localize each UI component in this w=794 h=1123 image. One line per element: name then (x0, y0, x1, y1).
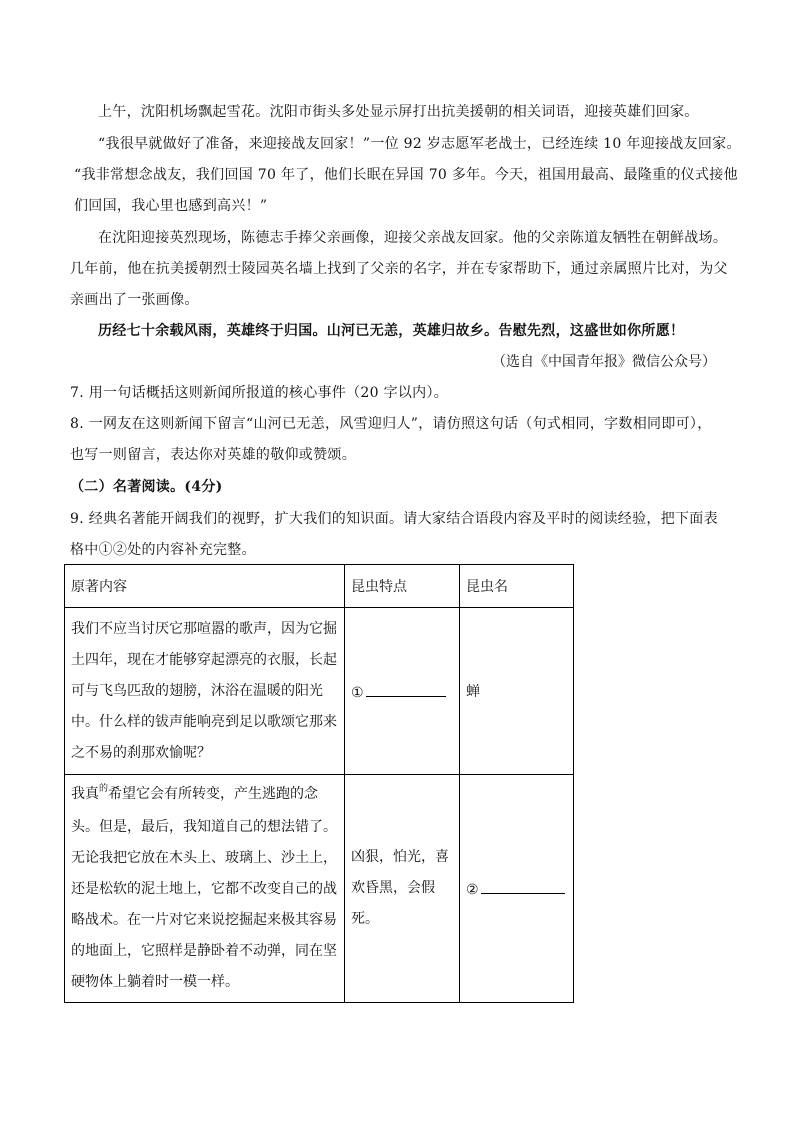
question-8-line-2: 也写一则留言，表达你对英雄的敬仰或赞颂。 (70, 447, 356, 463)
passage-paragraph-4-line-1: 在沈阳迎接英烈现场，陈德志手捧父亲画像，迎接父亲战友回家。他的父亲陈道友牺牲在朝鲜战场。 (98, 230, 728, 246)
header-original-content: 原著内容 (65, 565, 345, 608)
passage-paragraph-4-line-2: 几年前，他在抗美援朝烈士陵园英名墙上找到了父亲的名字，并在专家帮助下，通过亲属照片比对，为父 (70, 261, 728, 277)
answer-blank-1[interactable] (366, 682, 446, 697)
row2-content-ruby: 的 (99, 784, 109, 794)
row1-content-cell (65, 608, 345, 775)
blank-2-marker: ② (466, 882, 479, 898)
row2-insect-traits: 凶狠，怕光，喜欢昏黑，会假死。 (351, 849, 449, 927)
answer-blank-2[interactable] (481, 879, 565, 894)
section-heading-classics-reading: （二）名著阅读。(4分) (70, 479, 223, 495)
row2-content-text (71, 779, 338, 998)
insect-table (64, 564, 574, 1003)
row2-name-cell (460, 775, 574, 1003)
question-9-line-1: 9. 经典名著能开阔我们的视野，扩大我们的知识面。请大家结合语段内容及平时的阅读经验，把下面表 (70, 511, 718, 527)
header-insect-traits: 昆虫特点 (345, 565, 460, 608)
passage-paragraph-3-line-1: “我非常想念战友，我们回国 70 年了，他们长眠在异国 70 多年。今天，祖国用最高、最隆重的仪式接他 (74, 167, 738, 183)
passage-paragraph-5: 历经七十余载风雨，英雄终于归国。山河已无恙，英雄归故乡。告慰先烈，这盛世如你所愿！ (98, 323, 685, 339)
passage-source: （选自《中国青年报》微信公众号） (492, 354, 716, 370)
passage-paragraph-3-line-2: 们回国，我心里也感到高兴！” (74, 198, 268, 214)
passage-paragraph-4-line-3: 亲画出了一张画像。 (70, 292, 199, 308)
row2-content-cell (65, 775, 345, 1003)
row1-content-text: 我们不应当讨厌它那喧嚣的歌声，因为它掘土四年，现在才能够穿起漂亮的衣服，长起可与飞鸟匹敌的翅膀，沐浴在温暖的阳光中。什么样的钹声能响亮到足以歌颂它那来之不易的刹那欢愉呢？ (71, 620, 337, 761)
row1-trait-cell (345, 608, 460, 775)
passage-paragraph-2: “我很早就做好了准备，来迎接战友回家！”一位 92 岁志愿军老战士，已经连续 10 年迎接战友回家。 (98, 136, 741, 152)
row2-trait-cell (345, 775, 460, 1003)
header-insect-name: 昆虫名 (460, 565, 574, 608)
table-row (65, 775, 574, 1003)
question-7: 7. 用一句话概括这则新闻所报道的核心事件（20 字以内）。 (70, 385, 449, 401)
blank-1-marker: ① (351, 684, 364, 701)
row2-content-post: 希望它会有所转变，产生逃跑的念头。但是，最后，我知道自己的想法错了。无论我把它放在木头上、玻璃上、沙土上，还是松软的泥土地上，它都不改变自己的战略战术。在一片对它来说挖掘起来极其容易的地面上，它照样是静卧着不动弹，同在坚硬物体上躺着时一模一样。 (71, 786, 337, 990)
table-row (65, 608, 574, 775)
passage-paragraph-1: 上午，沈阳机场飘起雪花。沈阳市街头多处显示屏打出抗美援朝的相关词语，迎接英雄们回家。 (98, 104, 699, 120)
table-header-row (65, 565, 574, 608)
row1-name-cell (460, 608, 574, 775)
row1-insect-name: 蝉 (466, 684, 480, 700)
question-9-line-2: 格中①②处的内容补充完整。 (70, 542, 256, 558)
row2-content-pre: 我真 (71, 786, 99, 802)
question-8-line-1: 8. 一网友在这则新闻下留言“山河已无恙，风雪迎归人”，请仿照这句话（句式相同，字数相同即可）， (70, 416, 712, 432)
